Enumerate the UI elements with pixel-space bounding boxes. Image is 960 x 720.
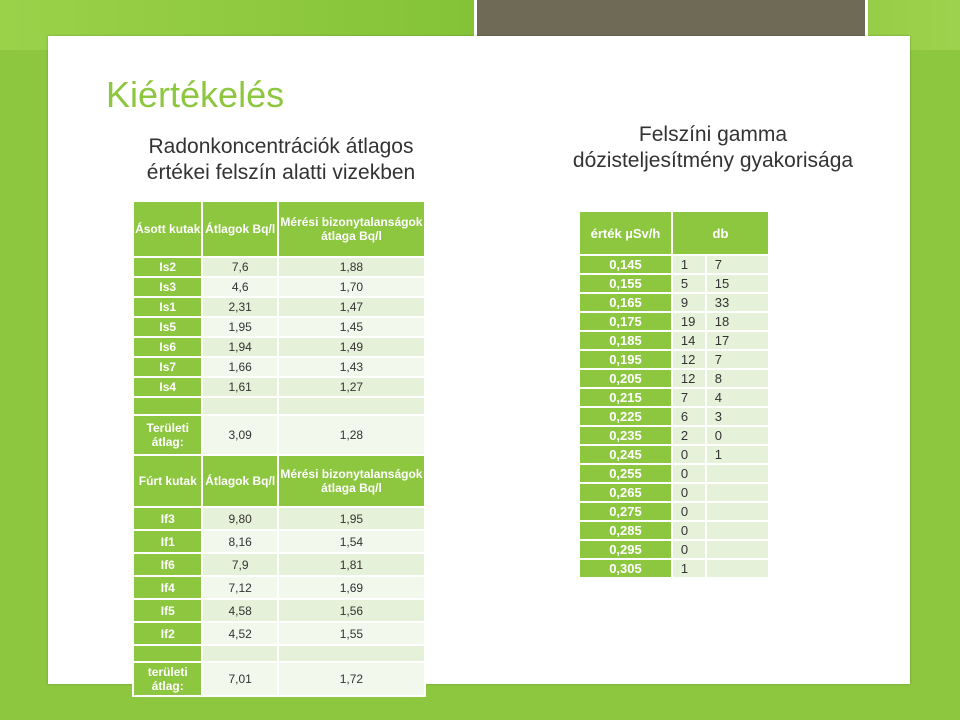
table-header-row [133,201,425,257]
avg-cell: 1,61 [202,377,277,397]
table-header-row [579,211,769,255]
area-average-row [133,662,425,696]
table-row [579,312,769,331]
count-cell-2: 15 [706,274,769,293]
table-row [579,274,769,293]
avg-cell: 8,16 [202,530,277,553]
count-cell-2 [706,540,769,559]
avg-cell: 2,31 [202,297,277,317]
row-label-cell: Is3 [133,277,202,297]
gamma-table [578,210,770,579]
header-cell-value: érték µSv/h [579,211,672,255]
header-cell-avg: Átlagok Bq/l [202,201,277,257]
count-cell: 14 [672,331,706,350]
uncertainty-cell: 1,88 [278,257,425,277]
spacer-cell [133,645,202,662]
count-cell-2 [706,483,769,502]
spacer-cell [278,397,425,415]
table-row [579,369,769,388]
row-label-cell: If5 [133,599,202,622]
value-cell: 0,145 [579,255,672,274]
table-row [579,521,769,540]
value-cell: 0,235 [579,426,672,445]
row-label-cell: If3 [133,507,202,530]
avg-cell: 7,9 [202,553,277,576]
header-cell-dug: Ásott kutak [133,201,202,257]
count-cell-2: 3 [706,407,769,426]
count-cell: 0 [672,502,706,521]
avg-cell: 1,94 [202,337,277,357]
table-row [133,337,425,357]
count-cell: 2 [672,426,706,445]
row-label-cell: If1 [133,530,202,553]
count-cell: 7 [672,388,706,407]
uncertainty-cell: 1,45 [278,317,425,337]
value-cell: 0,155 [579,274,672,293]
row-label-cell: Is6 [133,337,202,357]
table-row [133,317,425,337]
count-cell-2 [706,559,769,578]
table-row [579,502,769,521]
table-row [579,388,769,407]
table-row [133,507,425,530]
spacer-cell [278,645,425,662]
table-row [133,530,425,553]
table-row [133,599,425,622]
value-cell: 0,215 [579,388,672,407]
count-cell: 0 [672,540,706,559]
spacer-cell [133,397,202,415]
count-cell-2: 0 [706,426,769,445]
table-row [133,377,425,397]
count-cell-2: 4 [706,388,769,407]
count-cell: 12 [672,369,706,388]
spacer-cell [202,645,277,662]
value-cell: 0,265 [579,483,672,502]
row-label-cell: If2 [133,622,202,645]
count-cell: 12 [672,350,706,369]
header-cell-count: db [672,211,769,255]
uncertainty-cell: 1,95 [278,507,425,530]
uncertainty-cell: 1,81 [278,553,425,576]
table-row [133,257,425,277]
value-cell: 0,245 [579,445,672,464]
table-row [133,277,425,297]
value-cell: 0,165 [579,293,672,312]
radon-table [132,200,426,697]
uncertainty-cell: 1,49 [278,337,425,357]
count-cell: 1 [672,559,706,578]
area-average-label: területi átlag: [133,662,202,696]
table-row [133,297,425,317]
uncertainty-cell: 1,70 [278,277,425,297]
uncertainty-cell: 1,55 [278,622,425,645]
header-cell-uncertainty: Mérési bizonytalanságok átlaga Bq/l [278,455,425,507]
count-cell: 6 [672,407,706,426]
value-cell: 0,305 [579,559,672,578]
count-cell-2: 7 [706,255,769,274]
count-cell-2 [706,464,769,483]
table-row [579,426,769,445]
row-label-cell: Is5 [133,317,202,337]
count-cell-2: 17 [706,331,769,350]
table-row [133,622,425,645]
area-average-value: 7,01 [202,662,277,696]
avg-cell: 1,66 [202,357,277,377]
uncertainty-cell: 1,47 [278,297,425,317]
row-label-cell: Is2 [133,257,202,277]
spacer-row [133,645,425,662]
spacer-row [133,397,425,415]
avg-cell: 9,80 [202,507,277,530]
table-row [133,357,425,377]
count-cell: 0 [672,521,706,540]
count-cell: 19 [672,312,706,331]
header-cell-drilled: Fúrt kutak [133,455,202,507]
slide-title: Kiértékelés [106,74,285,115]
table-row [579,255,769,274]
count-cell-2: 8 [706,369,769,388]
table-row [579,407,769,426]
avg-cell: 4,52 [202,622,277,645]
count-cell: 0 [672,464,706,483]
count-cell-2 [706,521,769,540]
avg-cell: 4,6 [202,277,277,297]
uncertainty-cell: 1,54 [278,530,425,553]
count-cell-2: 18 [706,312,769,331]
value-cell: 0,295 [579,540,672,559]
right-subtitle: Felszíni gamma dózisteljesítmény gyakorisága [572,123,854,172]
header-cell-avg: Átlagok Bq/l [202,455,277,507]
table-row [579,483,769,502]
table-row [579,331,769,350]
area-average-value: 3,09 [202,415,277,455]
avg-cell: 1,95 [202,317,277,337]
uncertainty-cell: 1,56 [278,599,425,622]
count-cell: 0 [672,445,706,464]
value-cell: 0,205 [579,369,672,388]
row-label-cell: Is7 [133,357,202,377]
table-row [579,350,769,369]
header-cell-uncertainty: Mérési bizonytalanságok átlaga Bq/l [278,201,425,257]
value-cell: 0,185 [579,331,672,350]
uncertainty-cell: 1,27 [278,377,425,397]
area-average-label: Területi átlag: [133,415,202,455]
count-cell-2: 7 [706,350,769,369]
table-row [133,576,425,599]
uncertainty-cell: 1,69 [278,576,425,599]
row-label-cell: Is4 [133,377,202,397]
area-average-uncertainty: 1,72 [278,662,425,696]
row-label-cell: Is1 [133,297,202,317]
table-row [579,293,769,312]
table-row [579,540,769,559]
count-cell: 1 [672,255,706,274]
spacer-cell [202,397,277,415]
area-average-uncertainty: 1,28 [278,415,425,455]
table-row [579,445,769,464]
uncertainty-cell: 1,43 [278,357,425,377]
avg-cell: 7,6 [202,257,277,277]
value-cell: 0,285 [579,521,672,540]
avg-cell: 7,12 [202,576,277,599]
row-label-cell: If6 [133,553,202,576]
left-subtitle: Radonkoncentrációk átlagos értékei felszín alatti vizekben [146,135,416,184]
value-cell: 0,175 [579,312,672,331]
count-cell: 9 [672,293,706,312]
table-row [579,464,769,483]
value-cell: 0,195 [579,350,672,369]
table-header-row [133,455,425,507]
area-average-row [133,415,425,455]
table-row [133,553,425,576]
table-row [579,559,769,578]
count-cell: 5 [672,274,706,293]
count-cell-2: 1 [706,445,769,464]
value-cell: 0,225 [579,407,672,426]
value-cell: 0,255 [579,464,672,483]
avg-cell: 4,58 [202,599,277,622]
count-cell: 0 [672,483,706,502]
value-cell: 0,275 [579,502,672,521]
count-cell-2: 33 [706,293,769,312]
count-cell-2 [706,502,769,521]
row-label-cell: If4 [133,576,202,599]
